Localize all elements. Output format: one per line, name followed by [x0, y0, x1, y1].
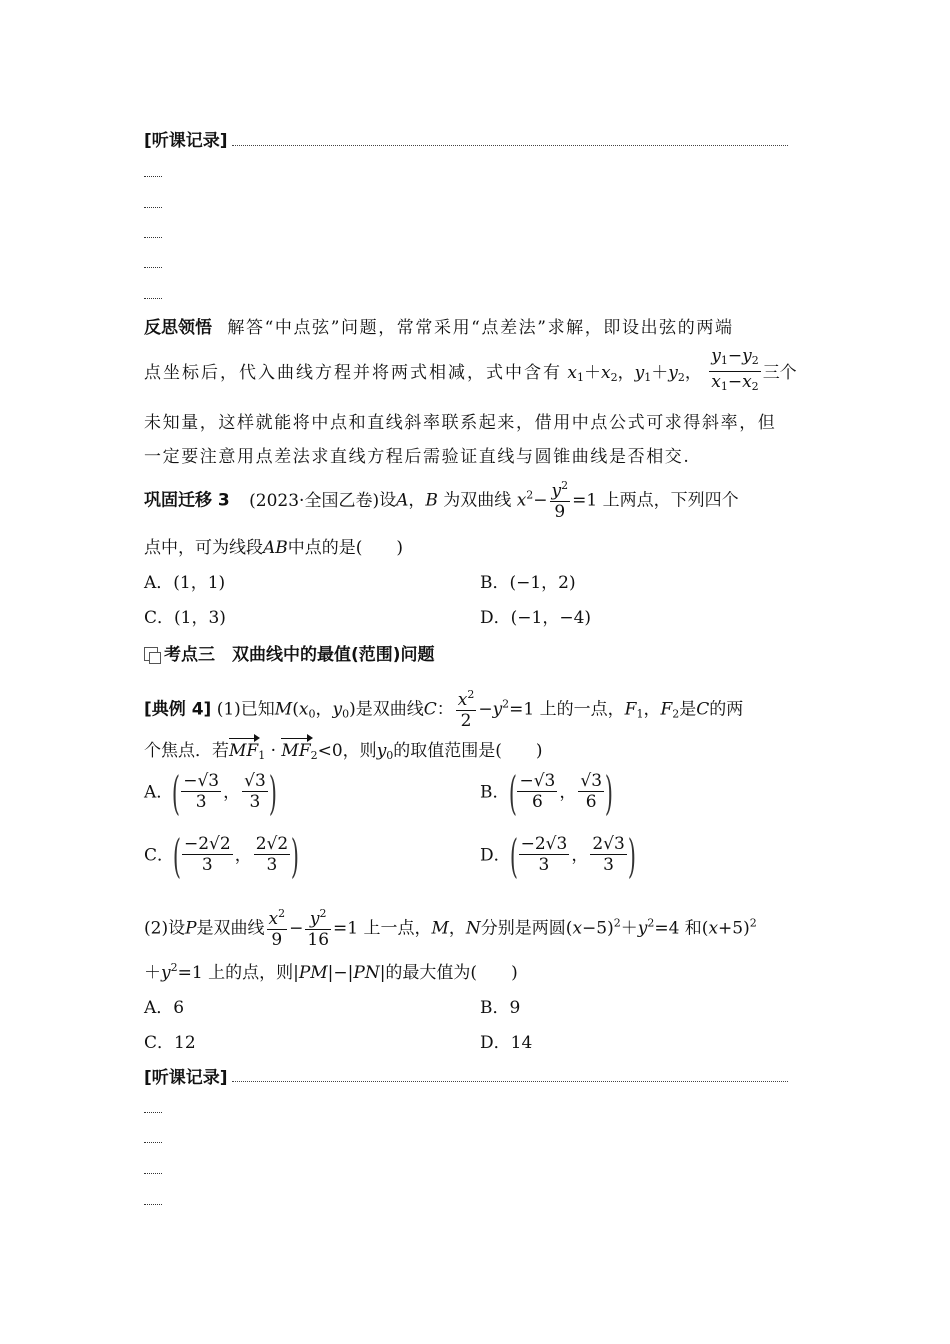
reflection-label: 反思领悟	[144, 318, 212, 338]
practice-3-option-c: C．(1，3)	[144, 608, 226, 628]
example-4-label: [典例 4]	[144, 699, 212, 720]
note-label-bottom: [听课记录]	[144, 1068, 228, 1088]
example-4-part-2-option-d: D．14	[480, 1033, 533, 1053]
note-rule-bottom	[232, 1081, 788, 1082]
example-4-part-2-option-a: A．6	[144, 998, 185, 1018]
example-4-part-2-line-2: $+y^2=1$ 上的点，则|PM|−|PN|的最大值为( )	[144, 961, 518, 983]
practice-3-line-2: 点中，可为线段AB中点的是( )	[144, 538, 404, 558]
example-4-line-1: [典例 4] (1)已知$M(x_0$，$y_0$)是双曲线C： $\frac{x^2}{2}$ $-y^2=1$ 上的一点，$F_1$，$F_2$是C的两	[144, 687, 743, 733]
example-4-part-2-option-b: B．9	[480, 998, 521, 1018]
example-4-part-2-line-1: (2)设P是双曲线 $\frac{x^2}{9}$ − $\frac{y^2}{16}$ =1 上一点，M，N分别是两圆$(x-5)^2+y^2=4$ 和$(x+5)^2$	[144, 906, 757, 952]
practice-3-option-b: B．(−1，2)	[480, 573, 576, 593]
section-square-icon	[144, 647, 158, 661]
note-line	[144, 1204, 162, 1205]
practice-3-line-1: 巩固迁移 3 (2023·全国乙卷)设A，B 为双曲线 $x^2-$ $\frac{y^2}{9}$ =1 上两点，下列四个	[144, 478, 739, 524]
reflection-line-3: 未知量，这样就能将中点和直线斜率联系起来，借用中点公式可求得斜率，但	[144, 413, 777, 433]
example-4-option-d: D．( $\frac{-2√3}{3}$ ， $\frac{2√3}{3}$ )	[480, 829, 636, 883]
note-line	[144, 298, 162, 299]
note-line	[144, 1112, 162, 1113]
note-line	[144, 207, 162, 208]
note-line	[144, 176, 162, 177]
example-4-option-c: C．( $\frac{-2√2}{3}$ ， $\frac{2√2}{3}$ )	[144, 829, 300, 883]
note-line	[144, 267, 162, 268]
reflection-line-1: 反思领悟 解答“中点弦”问题，常常采用“点差法”求解，即设出弦的两端	[144, 318, 734, 338]
practice-3-option-a: A．(1，1)	[144, 573, 226, 593]
example-4-part-2-option-c: C．12	[144, 1033, 196, 1053]
example-4-option-b: B．( $\frac{-√3}{6}$ ， $\frac{√3}{6}$ )	[480, 766, 614, 820]
reflection-line-4: 一定要注意用点差法求直线方程后需验证直线与圆锥曲线是否相交.	[144, 447, 691, 467]
note-line	[144, 1142, 162, 1143]
note-rule-top	[232, 145, 788, 146]
reflection-line-2: 点坐标后，代入曲线方程并将两式相减，式中含有 $x_1+x_2$，$y_1+y_2$， $\frac{y_1-y_2}{x_1-x_2}$ 三个	[144, 348, 797, 399]
note-line	[144, 1173, 162, 1174]
example-4-line-2: 个焦点．若$MF_1 \cdot MF_2<0$，则$y_0$的取值范围是( )	[144, 741, 543, 762]
note-line	[144, 237, 162, 238]
slope-fraction: $\frac{y_1-y_2}{x_1-x_2}$	[711, 346, 759, 393]
example-4-option-a: A．( $\frac{-√3}{3}$ ， $\frac{√3}{3}$ )	[144, 766, 277, 820]
note-label-top: [听课记录]	[144, 131, 228, 151]
section-heading: 考点三 双曲线中的最值(范围)问题	[144, 640, 435, 665]
practice-3-option-d: D．(−1，−4)	[480, 608, 592, 628]
